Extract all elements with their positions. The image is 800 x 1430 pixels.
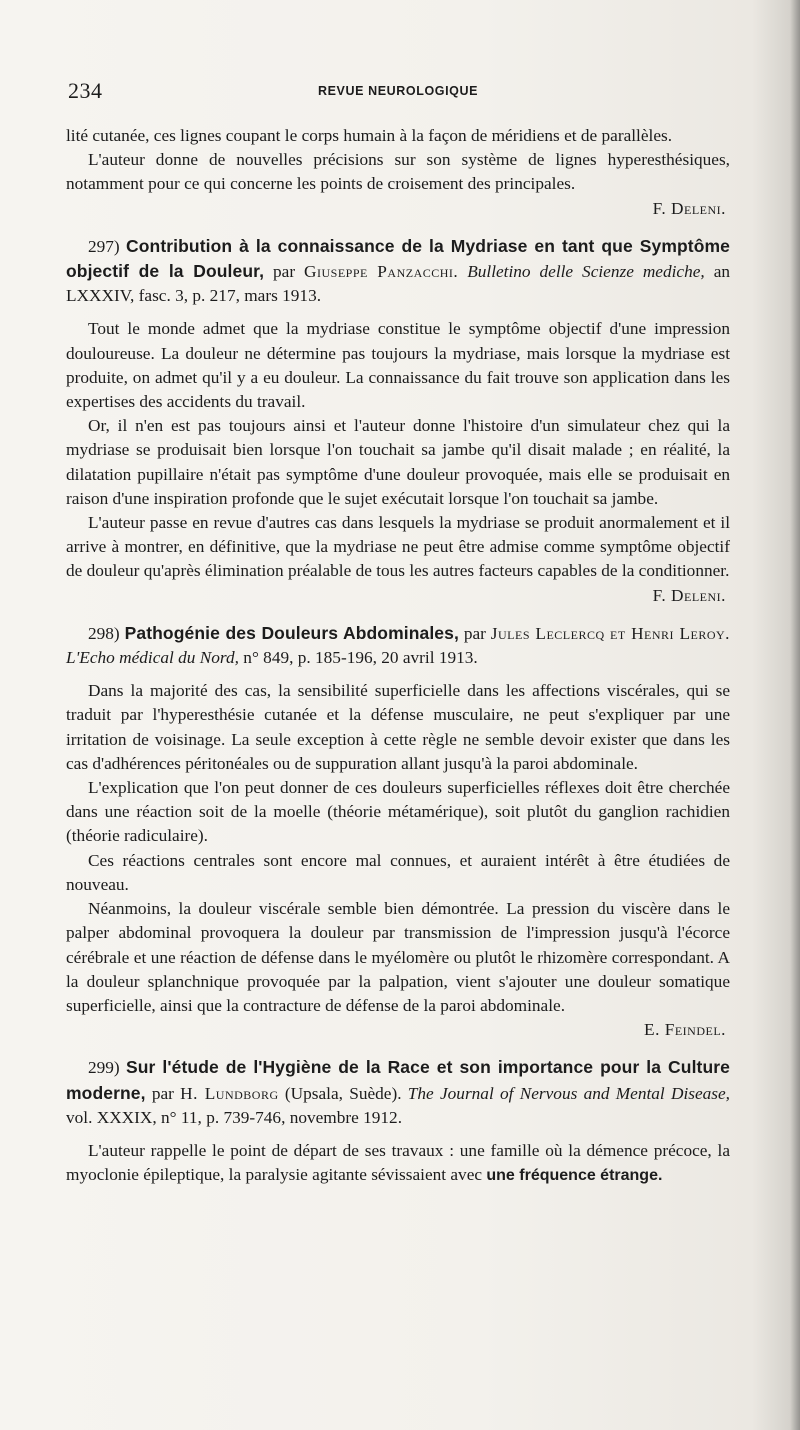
- page-header: [68, 78, 728, 104]
- article-body: [66, 124, 730, 1188]
- entry-298-author: Jules Leclercq et Henri Leroy.: [490, 623, 730, 643]
- intro-paragraph-1: lité cutanée, ces lignes coupant le corps humain à la façon de méridiens et de parallèles.: [66, 126, 673, 145]
- intro-signature: F. Deleni.: [652, 198, 726, 218]
- entry-298-title: Pathogénie des Douleurs Abdominales,: [124, 622, 459, 643]
- entry-299-paragraph-start: L'auteur rappelle le point de départ de ses travaux : une famille où la démence précoce, la myoclonie épileptique, la paralysie agitante sévissaient avec: [66, 1140, 730, 1185]
- entry-299-number: 299): [88, 1058, 120, 1078]
- entry-298-details: n° 849, p. 185-196, 20 avril 1913.: [238, 648, 478, 668]
- page-edge-shadow: [790, 0, 800, 1430]
- entry-298-paragraph-3: Ces réactions centrales sont encore mal connues, et auraient intérêt à être étudiées de nouveau.: [66, 850, 730, 894]
- entry-298-signature: E. Feindel.: [644, 1020, 726, 1040]
- entry-297-paragraph-3: L'auteur passe en revue d'autres cas dans lesquels la mydriase se produit anormalement et il arrive à montrer, en définitive, que la mydriase ne peut être admise comme symptôme objectif de douleur qu'après élimination préalable de tous les autres facteurs capables de la conditionner.: [66, 513, 730, 581]
- entry-297-journal: Bulletino delle Scienze mediche,: [458, 262, 705, 282]
- entry-297-paragraph-2: Or, il n'en est pas toujours ainsi et l'auteur donne l'histoire d'un simulateur chez qui la mydriase se produisait bien lorsque l'on touchait sa jambe qu'il disait malade ; en réalité, la dilatation pupillaire n'était pas symptôme d'une douleur provoquée, mais elle se produisait en raison d'une inspiration profonde que le sujet exécutait lorsque l'on touchait sa jambe.: [66, 416, 730, 508]
- entry-299-author: H. Lundborg: [180, 1083, 279, 1103]
- entry-298-paragraph-2: L'explication que l'on peut donner de ces douleurs superficielles réflexes doit être cherchée dans une réaction soit de la moelle (théorie métamérique), soit plutôt du ganglion rachidien (théorie radiculaire).: [66, 778, 730, 846]
- entry-299-paragraph-1: [66, 1139, 730, 1188]
- entry-298-by: par: [458, 623, 491, 643]
- entry-297-number: 297): [88, 236, 120, 256]
- entry-298-paragraph-1: Dans la majorité des cas, la sensibilité superficielle dans les affections viscérales, qui se traduit par l'hyperesthésie cutanée et la défense musculaire, ne peut s'expliquer par une irritation de voisinage. La seule exception à cette règle ne semble devoir exister que dans les cas d'adhérences péritonéales ou de suppuration allant jusqu'à la paroi abdominale.: [66, 681, 730, 773]
- entry-297-by: par: [264, 262, 305, 282]
- page-number: 234: [68, 78, 103, 103]
- entry-299-heading: [66, 1055, 730, 1130]
- entry-299-details: vol. XXXIX, n° 11, p. 739-746, novembre 1912.: [66, 1107, 403, 1127]
- entry-299-journal: The Journal of Nervous and Mental Disease,: [401, 1083, 731, 1103]
- entry-298-heading: [66, 621, 730, 670]
- entry-298-number: 298): [88, 623, 120, 643]
- entry-297-author: Giuseppe Panzacchi.: [304, 262, 459, 282]
- intro-paragraph-2: L'auteur donne de nouvelles précisions sur son système de lignes hyperesthésiques, notamment pour ce qui concerne les points de croisement des principales.: [66, 150, 730, 194]
- entry-297-paragraph-1: Tout le monde admet que la mydriase constitue le symptôme objectif d'une impression douloureuse. La douleur ne détermine pas toujours la mydriase, mais lorsque la mydriase est produite, on admet qu'il y a eu douleur. La connaissance du fait trouve son application dans les expertises des accidents du travail.: [66, 319, 730, 412]
- entry-298-journal: L'Echo médical du Nord,: [66, 648, 239, 668]
- entry-298-paragraph-4: Néanmoins, la douleur viscérale semble bien démontrée. La pression du viscère dans le palper abdominal provoquera la douleur par transmission de l'impression jusqu'à l'écorce cérébrale et une réaction de défense dans le myélomère ou plutôt le rhizomère correspondant. A la douleur splanchnique provoquée par la palpation, vient s'ajouter une douleur somatique superficielle, ainsi que la contracture de défense de la paroi abdominale.: [66, 899, 730, 1015]
- running-title: REVUE NEUROLOGIQUE: [317, 84, 479, 98]
- entry-297-title: Contribution à la connaissance de la Mydriase en tant que Symptôme objectif de la Douleur,: [66, 235, 731, 282]
- entry-299-affiliation: (Upsala, Suède).: [278, 1083, 402, 1103]
- entry-299-by: par: [145, 1083, 181, 1103]
- entry-297-signature: F. Deleni.: [652, 585, 726, 605]
- entry-297-details: an LXXXIV, fasc. 3, p. 217, mars 1913.: [66, 262, 731, 306]
- entry-297-heading: [66, 234, 730, 309]
- entry-299-paragraph-end: une fréquence étrange.: [486, 1167, 663, 1185]
- entry-299-title: Sur l'étude de l'Hygiène de la Race et son importance pour la Culture moderne,: [66, 1057, 730, 1103]
